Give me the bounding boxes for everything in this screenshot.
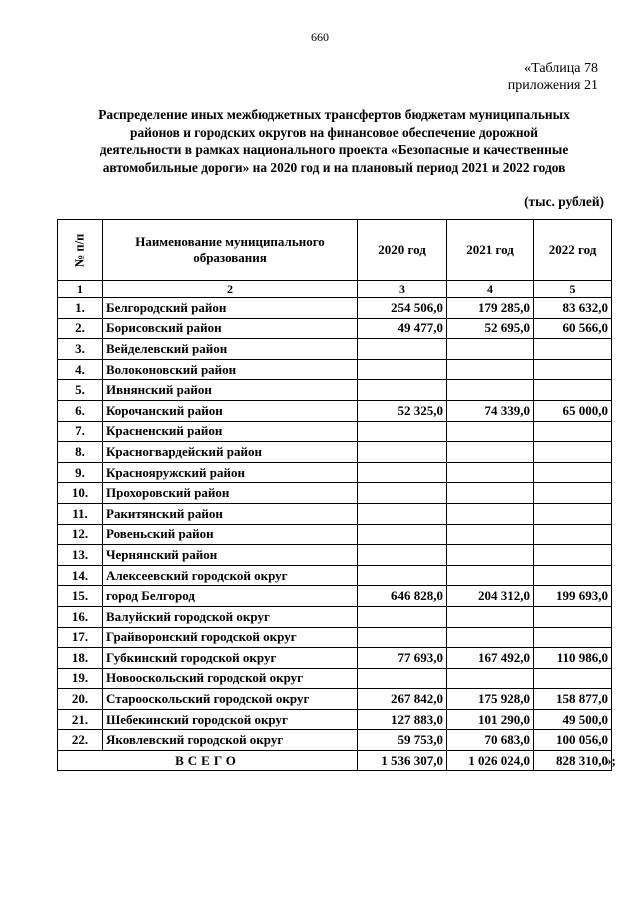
table-ref-line1: «Таблица 78 — [524, 61, 598, 76]
header-2022: 2022 год — [534, 220, 612, 281]
value-2021 — [447, 668, 534, 689]
value-2021 — [447, 380, 534, 401]
header-2020: 2020 год — [358, 220, 447, 281]
row-name: Борисовский район — [103, 318, 358, 339]
row-number: 11. — [58, 503, 103, 524]
value-2021 — [447, 339, 534, 360]
table-row — [58, 400, 612, 421]
table-row — [58, 503, 612, 524]
column-index: 4 — [447, 281, 534, 298]
row-name: Вейделевский район — [103, 339, 358, 360]
row-name: Чернянский район — [103, 545, 358, 566]
value-2021: 204 312,0 — [447, 586, 534, 607]
header-num — [58, 220, 103, 281]
closing-quote: »; — [605, 753, 616, 768]
value-2020 — [358, 359, 447, 380]
value-2020: 254 506,0 — [358, 298, 447, 319]
table-row — [58, 545, 612, 566]
value-2020 — [358, 442, 447, 463]
value-2022 — [534, 442, 612, 463]
value-2020 — [358, 339, 447, 360]
header-num-text: № п/п — [72, 233, 87, 268]
value-2022 — [534, 483, 612, 504]
row-name: Прохоровский район — [103, 483, 358, 504]
table-row — [58, 668, 612, 689]
header-name-line1: Наименование муниципального — [135, 234, 325, 249]
title-line4: автомобильные дороги» на 2020 год и на плановый период 2021 и 2022 годов — [102, 159, 566, 175]
title-line3: деятельности в рамках национального проекта «Безопасные и качественные — [99, 142, 569, 157]
value-2022 — [534, 668, 612, 689]
value-2022 — [534, 545, 612, 566]
row-name: Ракитянский район — [103, 503, 358, 524]
value-2020 — [358, 483, 447, 504]
table-row — [58, 709, 612, 730]
column-index: 2 — [103, 281, 358, 298]
table-row — [58, 339, 612, 360]
row-name: Новооскольский городской округ — [103, 668, 358, 689]
row-name: Краснояружский район — [103, 462, 358, 483]
row-name: город Белгород — [103, 586, 358, 607]
row-number: 15. — [58, 586, 103, 607]
value-2020 — [358, 545, 447, 566]
value-2022 — [534, 339, 612, 360]
total-row — [58, 751, 612, 771]
row-name: Красногвардейский район — [103, 442, 358, 463]
column-index: 3 — [358, 281, 447, 298]
value-2021 — [447, 627, 534, 648]
row-number: 3. — [58, 339, 103, 360]
row-number: 7. — [58, 421, 103, 442]
value-2020: 59 753,0 — [358, 730, 447, 751]
row-number: 12. — [58, 524, 103, 545]
row-number: 2. — [58, 318, 103, 339]
value-2022 — [534, 380, 612, 401]
row-number: 6. — [58, 400, 103, 421]
row-number: 20. — [58, 689, 103, 710]
value-2020: 127 883,0 — [358, 709, 447, 730]
row-number: 22. — [58, 730, 103, 751]
row-number: 5. — [58, 380, 103, 401]
value-2020: 646 828,0 — [358, 586, 447, 607]
table-ref-line2: приложения 21 — [507, 78, 598, 93]
row-number: 14. — [58, 565, 103, 586]
value-2021 — [447, 524, 534, 545]
row-number: 1. — [58, 298, 103, 319]
table-row — [58, 648, 612, 669]
value-2022 — [534, 565, 612, 586]
value-2022 — [534, 627, 612, 648]
row-name: Ивнянский район — [103, 380, 358, 401]
row-name: Белгородский район — [103, 298, 358, 319]
row-number: 4. — [58, 359, 103, 380]
row-name: Шебекинский городской округ — [103, 709, 358, 730]
row-name: Губкинский городской округ — [103, 648, 358, 669]
value-2022 — [534, 503, 612, 524]
row-name: Валуйский городской округ — [103, 606, 358, 627]
value-2020: 267 842,0 — [358, 689, 447, 710]
value-2021 — [447, 565, 534, 586]
row-name: Ровеньский район — [103, 524, 358, 545]
page-number: 660 — [311, 30, 329, 44]
value-2020 — [358, 565, 447, 586]
table-reference — [508, 60, 598, 94]
row-number: 16. — [58, 606, 103, 627]
row-name: Яковлевский городской округ — [103, 730, 358, 751]
value-2022 — [534, 359, 612, 380]
header-name-line2: образования — [193, 250, 267, 265]
column-index: 5 — [534, 281, 612, 298]
table-row — [58, 442, 612, 463]
value-2022: 100 056,0 — [534, 730, 612, 751]
row-name: Красненский район — [103, 421, 358, 442]
table-row — [58, 730, 612, 751]
units-note: (тыс. рублей) — [524, 194, 604, 209]
row-name: Корочанский район — [103, 400, 358, 421]
value-2022: 65 000,0 — [534, 400, 612, 421]
table-body — [58, 298, 612, 751]
value-2022: 158 877,0 — [534, 689, 612, 710]
value-2020 — [358, 503, 447, 524]
value-2020 — [358, 524, 447, 545]
value-2022: 110 986,0 — [534, 648, 612, 669]
table-row — [58, 586, 612, 607]
value-2021 — [447, 462, 534, 483]
row-number: 21. — [58, 709, 103, 730]
value-2022: 83 632,0 — [534, 298, 612, 319]
value-2022: 49 500,0 — [534, 709, 612, 730]
value-2021: 74 339,0 — [447, 400, 534, 421]
value-2020: 77 693,0 — [358, 648, 447, 669]
table-row — [58, 627, 612, 648]
value-2022: 60 566,0 — [534, 318, 612, 339]
value-2020 — [358, 668, 447, 689]
value-2021: 70 683,0 — [447, 730, 534, 751]
table-row — [58, 462, 612, 483]
row-number: 10. — [58, 483, 103, 504]
value-2020 — [358, 380, 447, 401]
title-line1: Распределение иных межбюджетных трансфертов бюджетам муниципальных — [98, 107, 570, 122]
table-row — [58, 380, 612, 401]
value-2020 — [358, 627, 447, 648]
distribution-table — [57, 219, 612, 771]
table-row — [58, 318, 612, 339]
value-2021 — [447, 483, 534, 504]
column-index-row — [58, 281, 612, 298]
row-number: 8. — [58, 442, 103, 463]
value-2021 — [447, 359, 534, 380]
total-2020: 1 536 307,0 — [358, 751, 447, 771]
row-name: Грайворонский городской округ — [103, 627, 358, 648]
table-row — [58, 421, 612, 442]
value-2022: 199 693,0 — [534, 586, 612, 607]
total-2021: 1 026 024,0 — [447, 751, 534, 771]
value-2021 — [447, 503, 534, 524]
row-name: Волоконовский район — [103, 359, 358, 380]
value-2021: 101 290,0 — [447, 709, 534, 730]
table-row — [58, 298, 612, 319]
table-row — [58, 565, 612, 586]
title-line2: районов и городских округов на финансовое обеспечение дорожной — [130, 124, 538, 140]
table-row — [58, 359, 612, 380]
value-2020: 52 325,0 — [358, 400, 447, 421]
value-2022 — [534, 462, 612, 483]
value-2022 — [534, 606, 612, 627]
total-label: ВСЕГО — [58, 751, 358, 771]
header-name — [103, 220, 358, 281]
value-2021 — [447, 442, 534, 463]
value-2022 — [534, 421, 612, 442]
table-header-row — [58, 220, 612, 281]
value-2021 — [447, 545, 534, 566]
value-2020: 49 477,0 — [358, 318, 447, 339]
table-row — [58, 606, 612, 627]
row-number: 18. — [58, 648, 103, 669]
document-title — [58, 106, 610, 176]
row-number: 17. — [58, 627, 103, 648]
value-2021 — [447, 421, 534, 442]
value-2020 — [358, 462, 447, 483]
value-2020 — [358, 606, 447, 627]
value-2020 — [358, 421, 447, 442]
table-row — [58, 483, 612, 504]
value-2021: 167 492,0 — [447, 648, 534, 669]
value-2021: 179 285,0 — [447, 298, 534, 319]
row-name: Алексеевский городской округ — [103, 565, 358, 586]
row-number: 9. — [58, 462, 103, 483]
total-2022: 828 310,0 — [534, 751, 612, 771]
row-number: 13. — [58, 545, 103, 566]
header-2021: 2021 год — [447, 220, 534, 281]
table-row — [58, 524, 612, 545]
table-row — [58, 689, 612, 710]
value-2021: 52 695,0 — [447, 318, 534, 339]
value-2022 — [534, 524, 612, 545]
column-index: 1 — [58, 281, 103, 298]
row-number: 19. — [58, 668, 103, 689]
row-name: Старооскольский городской округ — [103, 689, 358, 710]
value-2021 — [447, 606, 534, 627]
value-2021: 175 928,0 — [447, 689, 534, 710]
